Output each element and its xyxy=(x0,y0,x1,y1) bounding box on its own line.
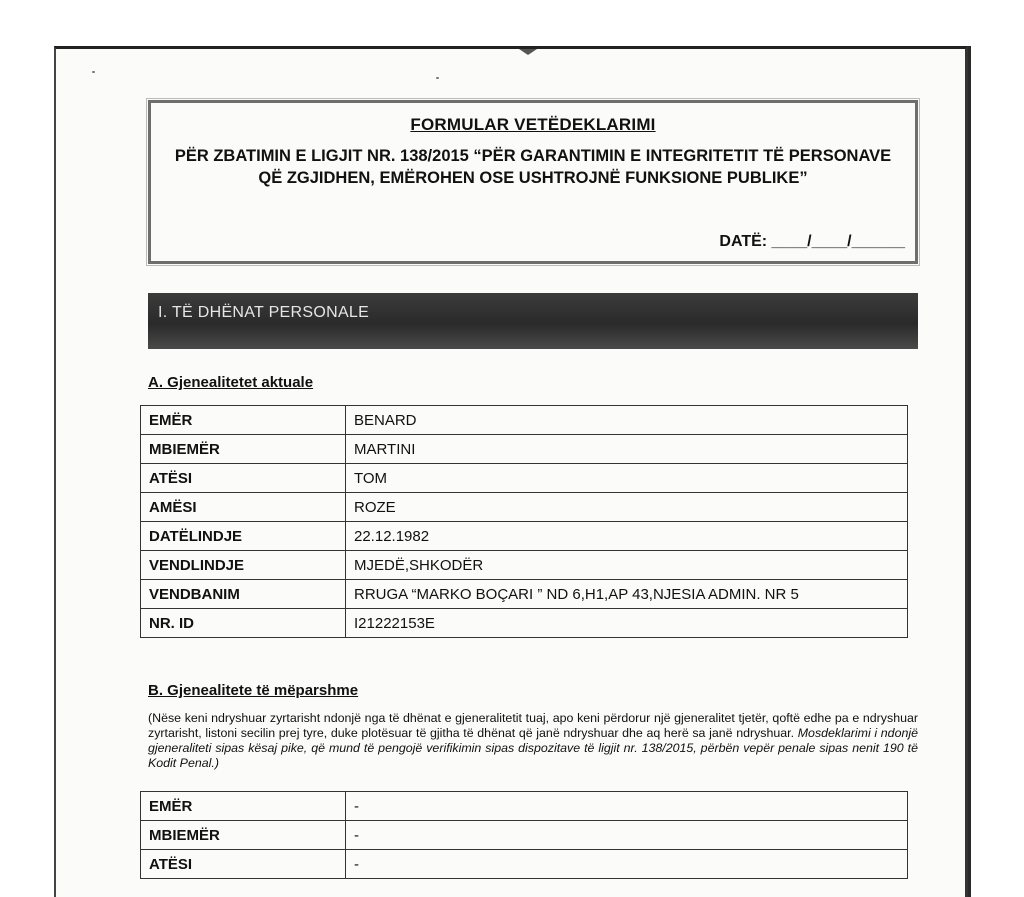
scan-speck xyxy=(436,77,439,79)
row-value: I21222153E xyxy=(346,609,908,638)
table-row xyxy=(141,850,908,879)
row-value: 22.12.1982 xyxy=(346,522,908,551)
row-label: EMËR xyxy=(141,792,346,821)
note-italic-text: Mosdeklarimi i ndonjë gjeneraliteti sipas kësaj pike, që mund të pengojë verifikimin sipas dispozitave të ligjit nr. 138/2015, përbën vepër penale sipas nenit 190 të Kodit Penal.) xyxy=(148,726,918,770)
row-label: NR. ID xyxy=(141,609,346,638)
previous-identity-note xyxy=(148,711,918,771)
table-row xyxy=(141,609,908,638)
note-text: (Nëse keni ndryshuar zyrtarisht ndonjë nga të dhënat e gjeneralitetit tuaj, apo keni përdorur një gjeneralitet tjetër, qoftë edhe pa e ndryshuar zyrtarisht, listoni secilin prej tyre, duke plotësuar të gjitha të dhënat që janë ndryshuar dhe aq herë sa janë ndryshuar. xyxy=(148,711,918,740)
table-row xyxy=(141,792,908,821)
row-value: ROZE xyxy=(346,493,908,522)
row-label: EMËR xyxy=(141,406,346,435)
row-value: - xyxy=(346,850,908,879)
form-header-box xyxy=(148,100,918,264)
row-value: MARTINI xyxy=(346,435,908,464)
row-label: ATËSI xyxy=(141,464,346,493)
current-identity-heading: A. Gjenealitetet aktuale xyxy=(148,374,314,391)
form-title: FORMULAR VETËDEKLARIMI xyxy=(410,115,656,134)
scan-border-right xyxy=(968,46,971,897)
row-value: - xyxy=(346,821,908,850)
row-label: MBIEMËR xyxy=(141,821,346,850)
scan-speck xyxy=(92,71,95,73)
table-row xyxy=(141,551,908,580)
date-field: DATË: ____/____/______ xyxy=(719,233,905,250)
row-value: MJEDË,SHKODËR xyxy=(346,551,908,580)
section-heading-personal-data: I. TË DHËNAT PERSONALE xyxy=(148,293,918,349)
row-label: ATËSI xyxy=(141,850,346,879)
table-row xyxy=(141,522,908,551)
scanned-document-page xyxy=(54,46,968,897)
row-value: RRUGA “MARKO BOÇARI ” ND 6,H1,AP 43,NJESIA ADMIN. NR 5 xyxy=(346,580,908,609)
previous-identity-table xyxy=(140,791,908,879)
row-label: VENDLINDJE xyxy=(141,551,346,580)
form-subtitle: PËR ZBATIMIN E LIGJIT NR. 138/2015 “PËR GARANTIMIN E INTEGRITETIT TË PERSONAVE QË ZGJIDHEN, EMËROHEN OSE USHTROJNË FUNKSIONE PUBLIKE” xyxy=(174,147,892,187)
table-row xyxy=(141,464,908,493)
table-row xyxy=(141,406,908,435)
table-row xyxy=(141,493,908,522)
row-label: DATËLINDJE xyxy=(141,522,346,551)
row-value: TOM xyxy=(346,464,908,493)
scan-edge-mark xyxy=(516,47,540,55)
row-label: MBIEMËR xyxy=(141,435,346,464)
previous-identity-heading: B. Gjenealitete të mëparshme xyxy=(148,682,359,699)
row-label: AMËSI xyxy=(141,493,346,522)
current-identity-table xyxy=(140,405,908,638)
row-label: VENDBANIM xyxy=(141,580,346,609)
row-value: BENARD xyxy=(346,406,908,435)
table-row xyxy=(141,821,908,850)
row-value: - xyxy=(346,792,908,821)
table-row xyxy=(141,435,908,464)
table-row xyxy=(141,580,908,609)
